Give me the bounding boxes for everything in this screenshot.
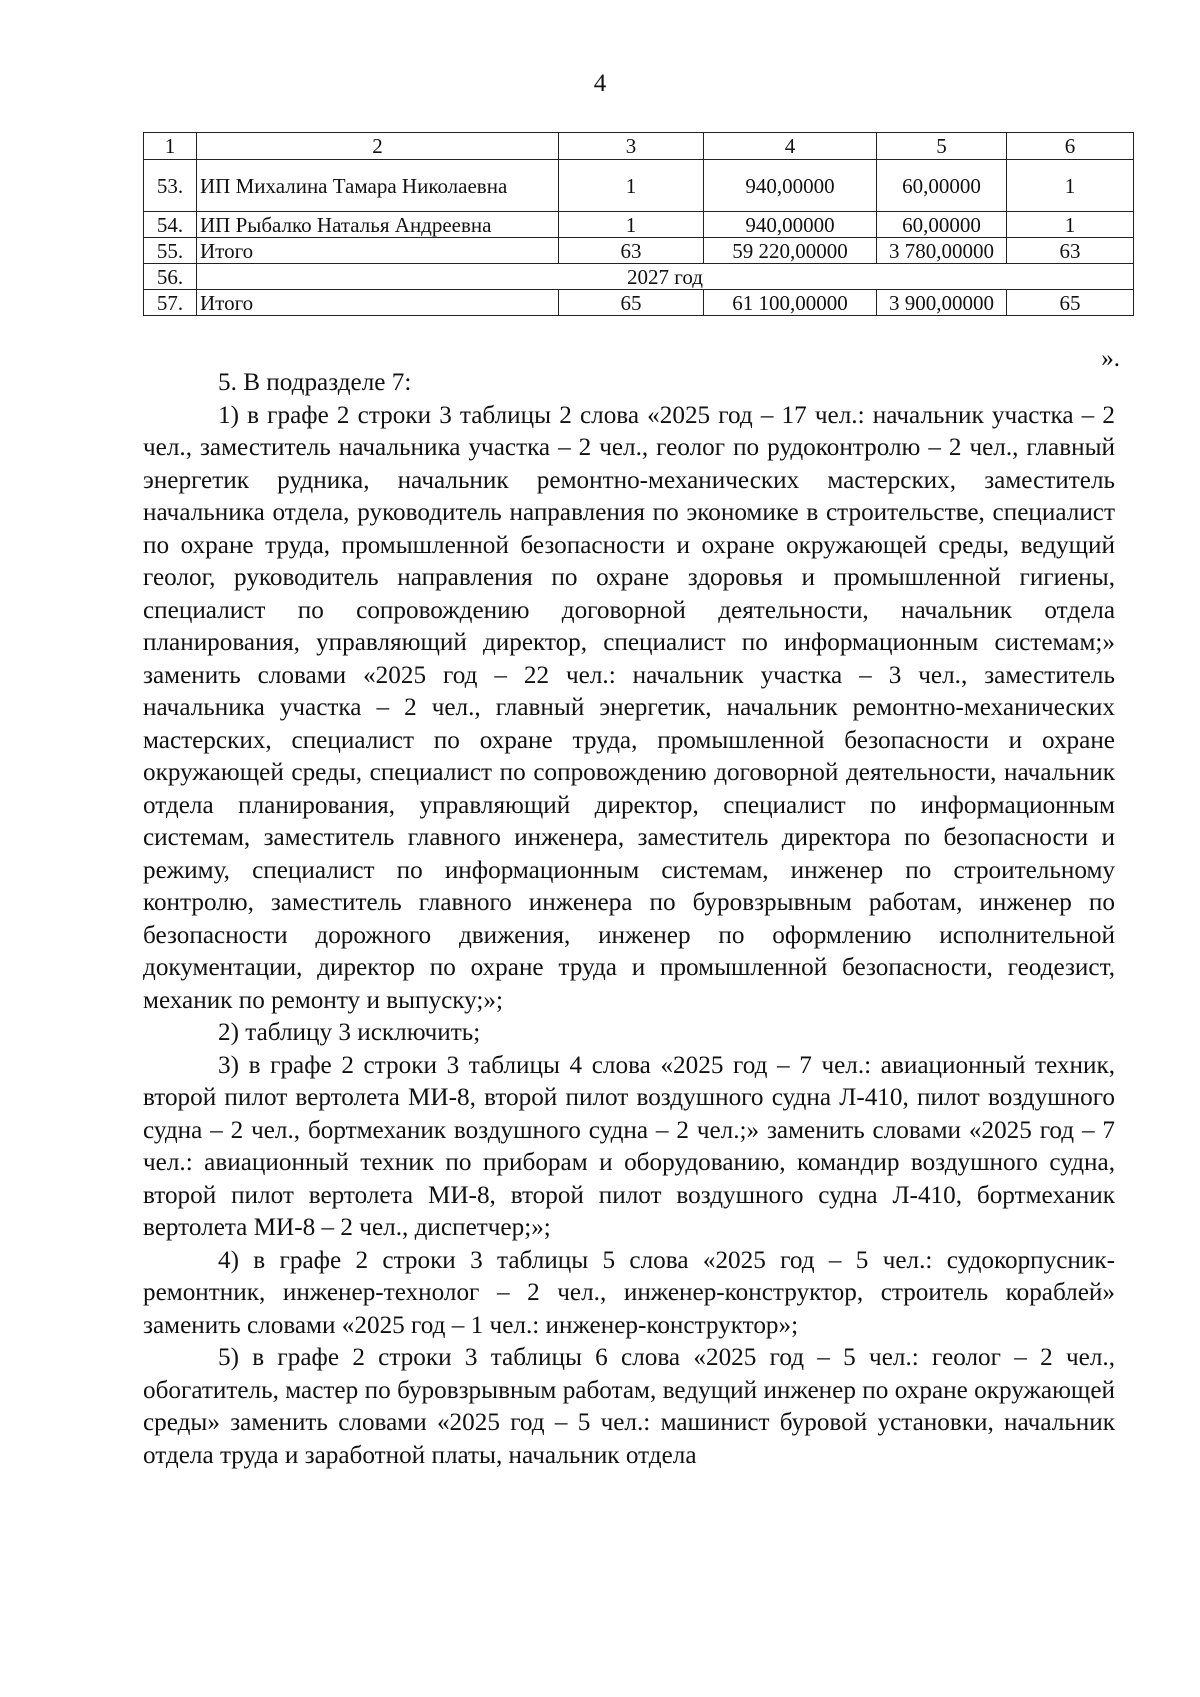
row-cell: 63 bbox=[559, 238, 704, 264]
header-cell: 6 bbox=[1007, 133, 1134, 160]
row-number: 57. bbox=[144, 290, 197, 316]
row-cell: 3 780,00000 bbox=[877, 238, 1007, 264]
row-cell: 61 100,00000 bbox=[704, 290, 877, 316]
row-cell: 59 220,00000 bbox=[704, 238, 877, 264]
page-number: 4 bbox=[593, 70, 607, 97]
row-cell: 1 bbox=[559, 160, 704, 212]
row-cell: 1 bbox=[1007, 212, 1134, 238]
row-name: ИП Михалина Тамара Николаевна bbox=[197, 160, 559, 212]
paragraph: 4) в графе 2 строки 3 таблицы 5 слова «2025 год – 5 чел.: судокорпусник-ремонтник, инженер-технолог – 2 чел., инженер-конструктор, строитель кораблей» заменить словами «2025 год – 1 чел.: инженер-конструктор»; bbox=[143, 1246, 1115, 1339]
row-cell: 1 bbox=[1007, 160, 1134, 212]
header-cell: 2 bbox=[197, 133, 559, 160]
table-row bbox=[144, 290, 1134, 316]
paragraph: 5) в графе 2 строки 3 таблицы 6 слова «2025 год – 5 чел.: геолог – 2 чел., обогатитель, мастер по буровзрывным работам, ведущий инженер по охране окружающей среды» заменить словами «2025 год – 5 чел.: машинист буровой установки, начальник отдела труда и заработной платы, начальник отдела bbox=[143, 1344, 1115, 1469]
paragraph: 5. В подразделе 7: bbox=[218, 369, 412, 396]
row-cell: 3 900,00000 bbox=[877, 290, 1007, 316]
row-number: 55. bbox=[144, 238, 197, 264]
table-row-year bbox=[144, 264, 1134, 290]
closing-quote: ». bbox=[1101, 345, 1120, 372]
row-cell: 65 bbox=[559, 290, 704, 316]
paragraph: 1) в графе 2 строки 3 таблицы 2 слова «2025 год – 17 чел.: начальник участка – 2 чел., заместитель начальника участка – 2 чел., геолог по рудоконтролю – 2 чел., главный энергетик рудника, начальник ремонтно-механических мастерских, заместитель начальника отдела, руководитель направления по экономике в строительстве, специалист по охране труда, промышленной безопасности и охране окружающей среды, ведущий геолог, руководитель направления по охране здоровья и промышленной гигиены, специалист по сопровождению договорной деятельности, начальник отдела планирования, управляющий директор, специалист по информационным системам;» заменить словами «2025 год – 22 чел.: начальник участка – 3 чел., заместитель начальника участка – 2 чел., главный энергетик, начальник ремонтно-механических мастерских, специалист по охране труда, промышленной безопасности и охране окружающей среды, специалист по сопровождению договорной деятельности, начальник отдела планирования, управляющий директор, специалист по информационным системам, заместитель главного инженера, заместитель директора по безопасности и режиму, специалист по информационным системам, инженер по строительному контролю, заместитель главного инженера по буровзрывным работам, инженер по безопасности дорожного движения, инженер по оформлению исполнительной документации, директор по охране труда и промышленной безопасности, геодезист, механик по ремонту и выпуску;»; bbox=[143, 401, 1115, 1014]
paragraph: 2) таблицу 3 исключить; bbox=[218, 1019, 481, 1046]
table-row bbox=[144, 160, 1134, 212]
row-name: ИП Рыбалко Наталья Андреевна bbox=[197, 212, 559, 238]
row-cell: 940,00000 bbox=[704, 160, 877, 212]
header-cell: 3 bbox=[559, 133, 704, 160]
row-cell: 1 bbox=[559, 212, 704, 238]
data-table bbox=[143, 132, 1134, 316]
row-cell: 60,00000 bbox=[877, 212, 1007, 238]
row-number: 53. bbox=[144, 160, 197, 212]
row-cell: 60,00000 bbox=[877, 160, 1007, 212]
header-cell: 1 bbox=[144, 133, 197, 160]
row-number: 54. bbox=[144, 212, 197, 238]
row-name: Итого bbox=[197, 290, 559, 316]
paragraph: 3) в графе 2 строки 3 таблицы 4 слова «2025 год – 7 чел.: авиационный техник, второй пилот вертолета МИ-8, второй пилот воздушного судна Л-410, пилот воздушного судна – 2 чел., бортмеханик воздушного судна – 2 чел.;» заменить словами «2025 год – 7 чел.: авиационный техник по приборам и оборудованию, командир воздушного судна, второй пилот вертолета МИ-8, второй пилот воздушного судна Л-410, бортмеханик вертолета МИ-8 – 2 чел., диспетчер;»; bbox=[143, 1051, 1115, 1241]
row-number: 56. bbox=[144, 264, 197, 290]
row-cell: 63 bbox=[1007, 238, 1134, 264]
body-text bbox=[143, 367, 1115, 1472]
year-cell: 2027 год bbox=[197, 264, 1134, 290]
row-name: Итого bbox=[197, 238, 559, 264]
table-header-row bbox=[144, 133, 1134, 160]
header-cell: 4 bbox=[704, 133, 877, 160]
table-row bbox=[144, 238, 1134, 264]
row-cell: 940,00000 bbox=[704, 212, 877, 238]
table-row bbox=[144, 212, 1134, 238]
row-cell: 65 bbox=[1007, 290, 1134, 316]
header-cell: 5 bbox=[877, 133, 1007, 160]
